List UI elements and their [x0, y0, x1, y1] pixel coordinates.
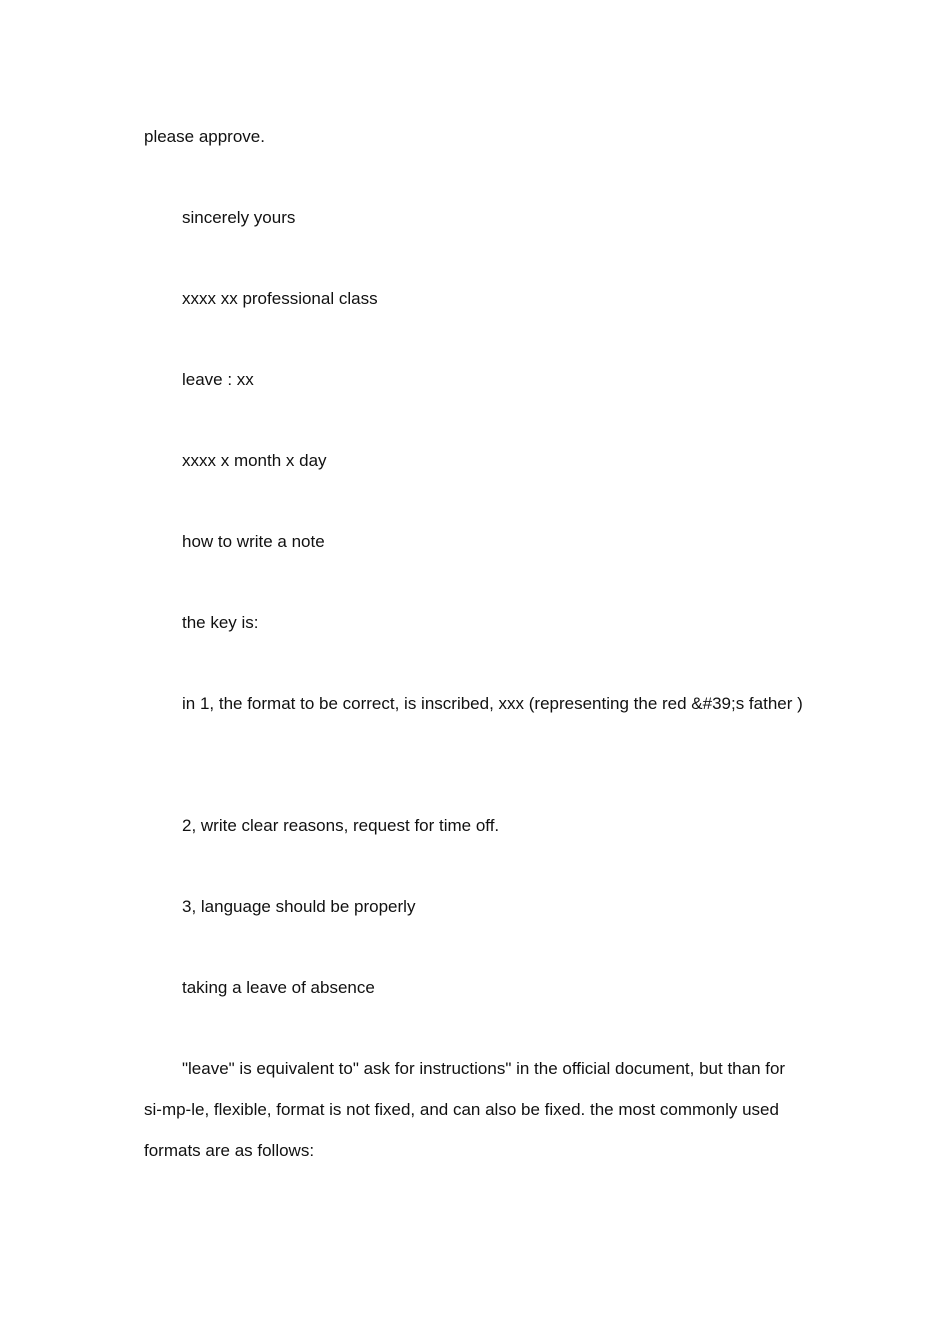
paragraph-please-approve: please approve. [144, 127, 265, 146]
paragraph-class: xxxx xx professional class [182, 289, 378, 308]
paragraph-taking-leave: taking a leave of absence [182, 978, 375, 997]
paragraph-date: xxxx x month x day [182, 451, 327, 470]
paragraph-how-to-write: how to write a note [182, 532, 325, 551]
paragraph-leave: leave : xx [182, 370, 254, 389]
paragraph-point-2: 2, write clear reasons, request for time off. [182, 816, 500, 835]
paragraph-point-1: in 1, the format to be correct, is inscribed, xxx (representing the red &#39;s father ) [182, 694, 803, 713]
paragraph-point-3: 3, language should be properly [182, 897, 416, 916]
paragraph-leave-definition: "leave" is equivalent to" ask for instructions" in the official document, but than for si-mp-le, flexible, format is not fixed, and can also be fixed. the most commonly used formats are as follows: [144, 1059, 786, 1160]
paragraph-sincerely: sincerely yours [182, 208, 296, 227]
paragraph-key-is: the key is: [182, 613, 259, 632]
